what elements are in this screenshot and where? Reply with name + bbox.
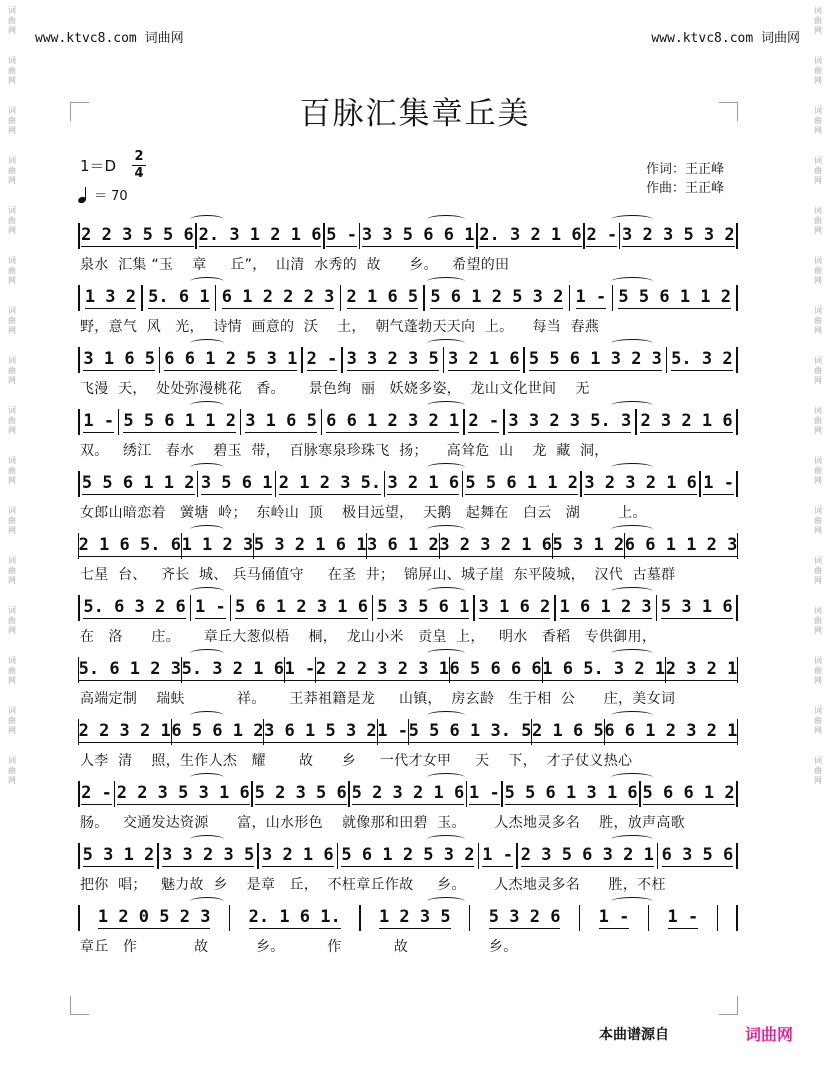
score-system xyxy=(78,401,738,463)
measure: 1 3 2 xyxy=(84,287,137,307)
watermark-glyphs: 词 曲 网 xyxy=(814,606,822,635)
score-system xyxy=(78,649,738,711)
watermark-glyphs: 词 曲 网 xyxy=(8,106,16,135)
measure: 2. 3 2 1 6 xyxy=(479,225,582,245)
score-system xyxy=(78,711,738,773)
measure: 5 3 1 6 xyxy=(660,597,733,617)
frame-corner-bottom-left xyxy=(70,996,89,1015)
bar-line xyxy=(736,409,738,435)
bar-line xyxy=(372,595,374,621)
measure: 5. 6 1 xyxy=(148,287,210,307)
bar-line xyxy=(736,471,738,497)
slur-mark xyxy=(611,463,653,472)
bar-line xyxy=(301,347,303,373)
score-system xyxy=(78,463,738,525)
lyric-line: 在 洛 庄。 章丘大葱似梧 桐， 龙山小米 贡皇 上， 明水 香稻 专供御用， xyxy=(80,629,657,645)
watermark-glyphs: 词 曲 网 xyxy=(8,206,16,235)
measure: 5 2 3 2 1 6 xyxy=(351,783,465,803)
slur-mark xyxy=(190,463,224,472)
bar-line xyxy=(78,347,80,373)
watermark-glyphs: 词 曲 网 xyxy=(8,556,16,585)
slur-mark xyxy=(427,215,465,224)
watermark-glyphs: 词 曲 网 xyxy=(814,456,822,485)
measure: 3 1 6 5 xyxy=(245,411,317,431)
measure: 2 1 2 3 5. xyxy=(278,473,382,493)
score-system xyxy=(78,525,738,587)
bar-line xyxy=(463,409,465,435)
watermark-glyphs: 词 曲 网 xyxy=(8,56,16,85)
bar-line xyxy=(78,595,80,621)
bar-line xyxy=(736,347,738,373)
score-body xyxy=(78,215,738,959)
measure: 6 6 1 2 3 2 1 xyxy=(326,411,460,431)
bar-line xyxy=(423,285,425,311)
measure: 5. 6 1 2 3 xyxy=(78,659,181,679)
slur-mark xyxy=(427,835,465,844)
measure: 5 5 6 1 3 2 3 xyxy=(528,349,662,369)
measure: 2 2 3 5 5 6 xyxy=(81,225,194,245)
measure: 5 - xyxy=(326,225,357,245)
slur-mark xyxy=(190,649,224,658)
watermark-glyphs: 词 曲 网 xyxy=(8,656,16,685)
bar-line xyxy=(240,409,242,435)
bar-line xyxy=(736,595,738,621)
lyric-line: 把你 唱； 魅力故 乡 是章 丘， 不枉章丘作故 乡。 人杰地灵多名 胜，不枉 xyxy=(80,877,666,893)
measure: 5 5 6 1 3. 5 xyxy=(408,721,532,741)
measure: 1 - xyxy=(83,411,115,431)
bar-line xyxy=(501,781,503,807)
watermark-glyphs: 词 曲 网 xyxy=(8,706,16,735)
watermark-glyphs: 词 曲 网 xyxy=(814,756,822,785)
slur-mark xyxy=(190,525,224,534)
score-system xyxy=(78,339,738,401)
notation-line xyxy=(78,223,738,249)
slur-mark xyxy=(190,215,224,224)
key-signature: 1＝D xyxy=(80,157,117,175)
measure: 6 5 6 1 2 xyxy=(171,721,264,741)
bar-line xyxy=(78,781,80,807)
measure: 5 2 3 5 6 xyxy=(254,783,347,803)
slur-mark xyxy=(611,215,653,224)
notation-line xyxy=(78,905,738,931)
measure: 5 6 6 1 2 xyxy=(642,783,735,803)
bar-line xyxy=(337,843,339,869)
measure: 1 - xyxy=(598,907,630,927)
site-url-right[interactable]: www.ktvc8.com 词曲网 xyxy=(651,31,800,46)
bar-line xyxy=(159,347,161,373)
lyric-line: 飞漫 天， 处处弥漫桃花 香。 景色绚 丽 妖娆多姿， 龙山文化世间 无 xyxy=(80,381,590,397)
notation-line xyxy=(78,843,738,869)
measure: 1 - xyxy=(703,473,734,493)
measure: 3 1 6 5 xyxy=(83,349,156,369)
measure: 2 - xyxy=(81,783,112,803)
watermark-glyphs: 词 曲 网 xyxy=(814,506,822,535)
slur-mark xyxy=(611,773,653,782)
notation-line xyxy=(78,347,738,373)
slur-mark xyxy=(611,525,653,534)
bar-line xyxy=(466,781,468,807)
credits xyxy=(646,160,724,198)
bar-line xyxy=(251,781,253,807)
slur-mark xyxy=(190,339,224,348)
measure: 3 1 6 2 xyxy=(478,597,551,617)
measure: 1 - xyxy=(469,783,500,803)
measure: 6 6 1 1 2 3 xyxy=(624,535,738,555)
notation-line xyxy=(78,533,738,559)
lyric-line: 女郎山暗恋着 黉塘 岭； 东岭山 顶 极目远望， 天鹅 起舞在 白云 湖 上。 xyxy=(80,505,647,521)
bar-line xyxy=(736,843,738,869)
slur-mark xyxy=(427,587,465,596)
slur-mark xyxy=(427,897,465,906)
bar-line xyxy=(359,905,361,931)
bar-line xyxy=(359,223,361,249)
measure: 5 5 6 1 3 1 6 xyxy=(504,783,638,803)
slur-mark xyxy=(427,401,465,410)
measure: 3 2 3 2 1 6 xyxy=(439,535,552,555)
score-system xyxy=(78,587,738,649)
watermark-glyphs: 词 曲 网 xyxy=(814,56,822,85)
measure: 5 3 2 6 xyxy=(488,907,561,927)
source-label: 本曲谱源自 xyxy=(599,1027,669,1043)
side-watermark-right xyxy=(808,0,828,1071)
watermark-glyphs: 词 曲 网 xyxy=(8,156,16,185)
measure: 1 - xyxy=(482,845,513,865)
bar-line xyxy=(737,533,738,559)
measure: 2 - xyxy=(306,349,338,369)
lyricist: 作词：王正峰 xyxy=(646,162,725,177)
bar-line xyxy=(78,843,80,869)
watermark-glyphs: 词 曲 网 xyxy=(814,656,822,685)
lyric-line: 高端定制 瑞蚨 祥。 王莽祖籍是龙 山镇， 房玄龄 生于相 公 庄，美女词 xyxy=(80,691,676,707)
tempo-marking xyxy=(78,185,128,204)
measure: 5 6 1 2 3 1 6 xyxy=(234,597,369,617)
bar-line xyxy=(114,781,116,807)
measure: 3 5 6 1 xyxy=(200,473,273,493)
measure: 5. 6 3 2 6 xyxy=(83,597,186,617)
measure: 1 6 5. 3 2 1 xyxy=(542,659,666,679)
measure: 6 5 6 6 6 xyxy=(449,659,542,679)
measure: 2 1 6 5 xyxy=(532,721,604,741)
bar-line xyxy=(275,471,277,497)
bar-line xyxy=(583,223,585,249)
slur-mark xyxy=(190,897,224,906)
watermark-glyphs: 词 曲 网 xyxy=(814,306,822,335)
measure: 3 2 3 2 1 6 xyxy=(584,473,697,493)
bar-line xyxy=(619,223,621,249)
slur-mark xyxy=(190,835,224,844)
slur-mark xyxy=(427,277,465,286)
bar-line xyxy=(656,595,658,621)
measure: 2 3 2 1 6 xyxy=(640,411,733,431)
measure: 5. 3 2 xyxy=(671,349,733,369)
watermark-glyphs: 词 曲 网 xyxy=(814,6,822,35)
measure: 1 6 1 2 3 xyxy=(559,597,652,617)
measure: 2 2 2 3 2 3 1 xyxy=(315,659,449,679)
watermark-glyphs: 词 曲 网 xyxy=(8,256,16,285)
measure: 5 5 6 1 1 2 xyxy=(465,473,579,493)
bar-line xyxy=(257,843,259,869)
watermark-glyphs: 词 曲 网 xyxy=(8,406,16,435)
bar-line xyxy=(469,905,471,931)
measure: 2 2 3 2 1 xyxy=(78,721,171,741)
bar-line xyxy=(648,905,650,931)
measure: 5 3 2 1 6 1 xyxy=(253,535,367,555)
watermark-glyphs: 词 曲 网 xyxy=(814,156,822,185)
measure: 3 3 5 6 6 1 xyxy=(361,225,475,245)
slur-mark xyxy=(611,711,653,720)
notation-line xyxy=(78,657,738,683)
bar-line xyxy=(554,595,556,621)
measure: 5 6 1 2 5 3 2 xyxy=(341,845,475,865)
bar-line xyxy=(230,595,232,621)
slur-mark xyxy=(190,711,224,720)
notation-line xyxy=(78,781,738,807)
bar-line xyxy=(736,223,738,249)
site-url-left[interactable]: www.ktvc8.com 词曲网 xyxy=(35,31,184,46)
measure: 1 - xyxy=(377,721,408,741)
measure: 5 6 1 2 5 3 2 xyxy=(430,287,564,307)
bar-line xyxy=(141,285,143,311)
notation-line xyxy=(78,595,738,621)
slur-mark xyxy=(611,587,653,596)
measure: 2 1 6 5. 6 xyxy=(78,535,181,555)
bar-line xyxy=(341,347,343,373)
bar-line xyxy=(478,843,480,869)
measure: 3 2 1 6 xyxy=(387,473,460,493)
measure: 3 3 2 3 5 xyxy=(162,845,255,865)
bar-line xyxy=(157,843,159,869)
bar-line xyxy=(340,285,342,311)
measure: 6 1 2 2 2 3 xyxy=(221,287,335,307)
bar-line xyxy=(657,843,659,869)
site-logo[interactable]: 词曲网 xyxy=(745,1025,794,1044)
measure: 1 - xyxy=(284,659,316,679)
measure: 1 2 3 5 xyxy=(378,907,451,927)
measure: 3 2 1 6 xyxy=(261,845,334,865)
bar-line xyxy=(443,347,445,373)
watermark-glyphs: 词 曲 网 xyxy=(8,456,16,485)
score-system xyxy=(78,215,738,277)
watermark-glyphs: 词 曲 网 xyxy=(814,256,822,285)
bar-line xyxy=(666,347,668,373)
measure: 2 - xyxy=(586,225,618,245)
measure: 5 5 6 1 1 2 xyxy=(81,473,195,493)
bar-line xyxy=(78,223,80,249)
bar-line xyxy=(699,471,701,497)
measure: 5 5 6 1 1 2 xyxy=(123,411,236,431)
measure: 1 1 2 3 xyxy=(181,535,254,555)
measure: 5. 3 2 1 6 xyxy=(181,659,284,679)
slur-mark xyxy=(427,339,465,348)
bar-line xyxy=(503,409,505,435)
bar-line xyxy=(635,409,637,435)
watermark-glyphs: 词 曲 网 xyxy=(814,206,822,235)
measure: 5 3 1 2 xyxy=(82,845,155,865)
watermark-glyphs: 词 曲 网 xyxy=(8,506,16,535)
score-system xyxy=(78,835,738,897)
slur-mark xyxy=(611,339,653,348)
bar-line xyxy=(195,223,197,249)
measure: 5 3 1 2 xyxy=(552,535,625,555)
lyric-line: 七星 台、 齐长 城、 兵马俑值守 在圣 井； 锦屏山、城子崖 东平陵城， 汉代 古墓群 xyxy=(80,567,676,583)
bar-line xyxy=(78,409,80,435)
bar-line xyxy=(516,843,518,869)
measure: 3 3 2 3 5 xyxy=(346,349,439,369)
watermark-glyphs: 词 曲 网 xyxy=(814,706,822,735)
measure: 3 2 3 5 3 2 xyxy=(622,225,735,245)
bar-line xyxy=(569,285,571,311)
watermark-glyphs: 词 曲 网 xyxy=(814,556,822,585)
watermark-glyphs: 词 曲 网 xyxy=(8,306,16,335)
score-system xyxy=(78,897,738,959)
slur-mark xyxy=(190,277,224,286)
slur-mark xyxy=(427,649,465,658)
bar-line xyxy=(229,905,231,931)
time-signature xyxy=(132,150,146,181)
measure: 3 2 1 6 xyxy=(447,349,520,369)
watermark-glyphs: 词 曲 网 xyxy=(8,756,16,785)
bar-line xyxy=(78,905,80,931)
measure: 1 - xyxy=(575,287,607,307)
bar-line xyxy=(323,223,325,249)
measure: 2. 3 1 2 1 6 xyxy=(198,225,322,245)
bar-line xyxy=(612,285,614,311)
watermark-glyphs: 词 曲 网 xyxy=(8,606,16,635)
notation-line xyxy=(78,471,738,497)
notation-line xyxy=(78,719,738,745)
measure: 2 1 6 5 xyxy=(346,287,419,307)
bar-line xyxy=(78,285,80,311)
slur-mark xyxy=(427,525,465,534)
notation-line xyxy=(78,285,738,311)
slur-mark xyxy=(190,401,224,410)
composer: 作曲：王正峰 xyxy=(646,181,725,196)
measure: 2 3 2 1 xyxy=(665,659,738,679)
bar-line xyxy=(736,285,738,311)
side-watermark-left xyxy=(2,0,22,1071)
score-system xyxy=(78,773,738,835)
bar-line xyxy=(190,595,192,621)
measure: 3 3 2 3 5. 3 xyxy=(508,411,632,431)
bar-line xyxy=(476,223,478,249)
measure: 6 3 5 6 xyxy=(661,845,734,865)
watermark-glyphs: 词 曲 网 xyxy=(814,106,822,135)
tempo-value: ＝ 70 xyxy=(94,189,128,204)
lyric-line: 章丘 作 故 乡。 作 故 乡。 xyxy=(80,939,518,955)
slur-mark xyxy=(611,897,653,906)
watermark-glyphs: 词 曲 网 xyxy=(8,356,16,385)
time-signature-top: 2 xyxy=(134,149,144,164)
bar-line xyxy=(717,905,719,931)
score-system xyxy=(78,277,738,339)
slur-mark xyxy=(611,835,653,844)
bar-line xyxy=(639,781,641,807)
bar-line xyxy=(737,719,738,745)
frame-corner-bottom-right xyxy=(719,996,738,1015)
measure: 2 3 5 6 3 2 1 xyxy=(520,845,654,865)
bar-line xyxy=(78,471,80,497)
measure: 6 6 1 2 3 2 1 xyxy=(604,721,738,741)
watermark-glyphs: 词 曲 网 xyxy=(814,406,822,435)
slur-mark xyxy=(190,587,224,596)
quarter-note-icon xyxy=(78,187,90,203)
lyric-line: 人李 清 照，生作人杰 耀 故 乡 一代才女甲 天 下， 才子仗义热心 xyxy=(80,753,633,769)
measure: 2. 1 6 1. xyxy=(248,907,341,927)
slur-mark xyxy=(611,277,653,286)
measure: 6 6 1 2 5 3 1 xyxy=(164,349,298,369)
song-title: 百脉汇集章丘美 xyxy=(299,96,531,132)
bar-line xyxy=(523,347,525,373)
lyric-line: 泉水 汇集 “玉 章 丘”， 山清 水秀的 故 乡。 希望的田 xyxy=(80,257,510,273)
bar-line xyxy=(348,781,350,807)
measure: 2 2 3 5 3 1 6 xyxy=(116,783,250,803)
lyric-line: 野，意气 风 光， 诗情 画意的 沃 土， 朝气蓬勃天天向 上。 每当 春燕 xyxy=(80,319,600,335)
slur-mark xyxy=(190,773,224,782)
bar-line xyxy=(737,657,738,683)
measure: 1 - xyxy=(194,597,226,617)
slur-mark xyxy=(611,401,653,410)
bar-line xyxy=(579,905,581,931)
watermark-glyphs: 词 曲 网 xyxy=(814,356,822,385)
measure: 3 6 1 5 3 2 xyxy=(264,721,377,741)
measure: 3 6 1 2 xyxy=(367,535,439,555)
watermark-glyphs: 词 曲 网 xyxy=(8,6,16,35)
bar-line xyxy=(321,409,323,435)
slur-mark xyxy=(427,773,465,782)
bar-line xyxy=(197,471,199,497)
lyric-line: 双。 绣江 春水 碧玉 带， 百脉寒泉珍珠飞 扬； 高耸危 山 龙 藏 洞， xyxy=(80,443,609,459)
bar-line xyxy=(580,471,582,497)
bar-line xyxy=(473,595,475,621)
measure: 5 5 6 1 1 2 xyxy=(618,287,731,307)
notation-line xyxy=(78,409,738,435)
measure: 1 - xyxy=(667,907,699,927)
slur-mark xyxy=(427,711,465,720)
bar-line xyxy=(462,471,464,497)
measure: 1 2 0 5 2 3 xyxy=(97,907,211,927)
measure: 5 3 5 6 1 xyxy=(377,597,470,617)
measure: 2 - xyxy=(468,411,500,431)
time-signature-bottom: 4 xyxy=(134,166,144,181)
bar-line xyxy=(215,285,217,311)
bar-line xyxy=(384,471,386,497)
bar-line xyxy=(118,409,120,435)
final-bar-line xyxy=(736,905,738,931)
slur-mark xyxy=(611,649,653,658)
slur-mark xyxy=(427,463,465,472)
bar-line xyxy=(736,781,738,807)
lyric-line: 肠。 交通发达资源 富，山水形色 就像那和田碧 玉。 人杰地灵多名 胜，放声高歌 xyxy=(80,815,685,831)
